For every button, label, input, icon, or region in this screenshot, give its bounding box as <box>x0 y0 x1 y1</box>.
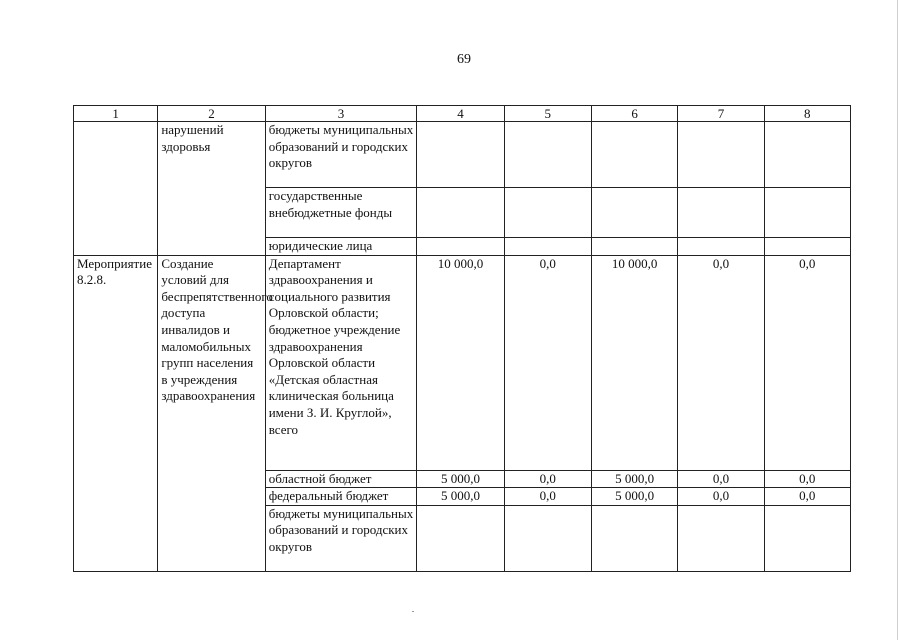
column-header: 2 <box>158 106 265 122</box>
value-cell <box>504 188 591 238</box>
value-cell: 0,0 <box>764 255 850 470</box>
budget-table <box>73 105 851 572</box>
funding-source-cell: юридические лица <box>265 238 417 256</box>
value-cell: 5 000,0 <box>417 488 504 506</box>
column-header: 1 <box>74 106 158 122</box>
value-cell <box>678 238 764 256</box>
column-header: 7 <box>678 106 764 122</box>
measure-id-cell <box>74 122 158 256</box>
funding-source-cell: федеральный бюджет <box>265 488 417 506</box>
scan-speck <box>412 611 414 612</box>
value-cell <box>678 505 764 571</box>
funding-source-cell: бюджеты муниципальных образований и городских округов <box>265 122 417 188</box>
value-cell <box>591 122 677 188</box>
value-cell <box>504 122 591 188</box>
value-cell <box>764 505 850 571</box>
value-cell <box>764 188 850 238</box>
table-row <box>74 255 851 470</box>
value-cell <box>504 238 591 256</box>
funding-source-cell: Департамент здравоохранения и социального развития Орловской области; бюджетное учреждение здравоохранения Орловской области «Детская областная клиническая больница имени З. И. Круглой», всего <box>265 255 417 470</box>
measure-name-cell: Создание условий для беспрепятственного доступа инвалидов и маломобильных групп населения в учреждения здравоохранения <box>158 255 265 571</box>
value-cell <box>417 122 504 188</box>
funding-source-cell: государственные внебюджетные фонды <box>265 188 417 238</box>
value-cell <box>591 505 677 571</box>
value-cell: 5 000,0 <box>591 470 677 488</box>
value-cell: 0,0 <box>678 255 764 470</box>
table-header-row <box>74 106 851 122</box>
value-cell <box>417 188 504 238</box>
measure-name-cell: нарушений здоровья <box>158 122 265 256</box>
column-header: 6 <box>591 106 677 122</box>
value-cell: 0,0 <box>504 255 591 470</box>
value-cell <box>764 238 850 256</box>
column-header: 5 <box>504 106 591 122</box>
value-cell: 0,0 <box>678 470 764 488</box>
scan-edge-line <box>897 0 898 640</box>
value-cell <box>591 188 677 238</box>
column-header: 3 <box>265 106 417 122</box>
value-cell: 5 000,0 <box>417 470 504 488</box>
value-cell <box>678 122 764 188</box>
value-cell <box>417 238 504 256</box>
funding-source-cell: областной бюджет <box>265 470 417 488</box>
value-cell: 0,0 <box>764 488 850 506</box>
column-header: 8 <box>764 106 850 122</box>
value-cell: 10 000,0 <box>417 255 504 470</box>
value-cell: 0,0 <box>504 470 591 488</box>
page-number: 69 <box>457 52 471 67</box>
value-cell <box>504 505 591 571</box>
value-cell: 0,0 <box>764 470 850 488</box>
measure-id-cell: Мероприятие 8.2.8. <box>74 255 158 571</box>
value-cell: 0,0 <box>678 488 764 506</box>
funding-source-cell: бюджеты муниципальных образований и городских округов <box>265 505 417 571</box>
table-row <box>74 122 851 188</box>
value-cell <box>678 188 764 238</box>
value-cell <box>764 122 850 188</box>
value-cell: 10 000,0 <box>591 255 677 470</box>
value-cell <box>591 238 677 256</box>
value-cell: 5 000,0 <box>591 488 677 506</box>
column-header: 4 <box>417 106 504 122</box>
value-cell <box>417 505 504 571</box>
value-cell: 0,0 <box>504 488 591 506</box>
